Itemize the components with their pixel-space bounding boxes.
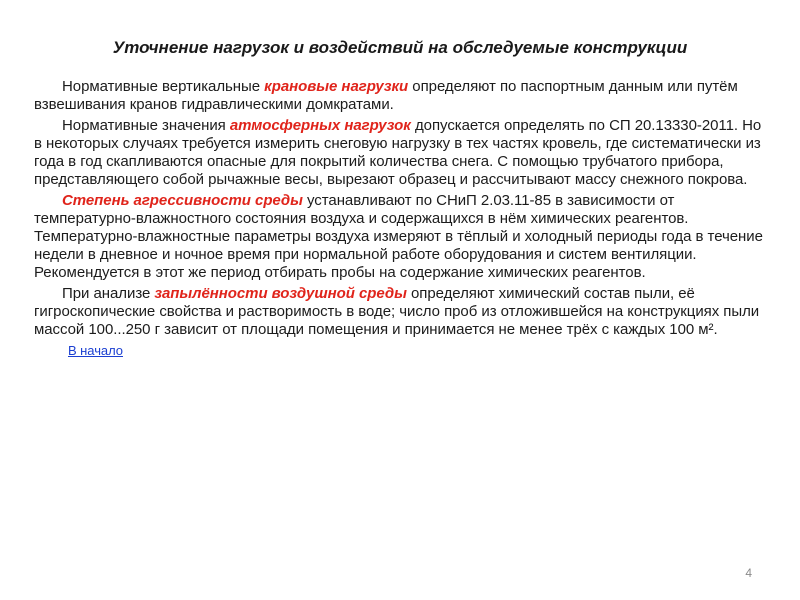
paragraph-text: При анализе [62,285,155,302]
back-to-start-link[interactable]: В начало [68,343,123,358]
paragraph-text: устанавливают по СНиП 2.03.11-85 в зависимости от температурно-влажностного состояния воздуха и содержащихся в нём химических реагентов. Температурно-влажностные параметры воздуха измеряют в тёплый и холодный периоды года в течение недели в дневное и ночное время при нормальной работе оборудования и систем вентиляции. Рекомендуется в этот же период отбирать пробы на содержание химических реагентов. [34,192,763,281]
slide-body [34,78,772,360]
back-link-row [34,342,772,360]
highlight-atmospheric-loads: атмосферных нагрузок [229,117,411,134]
highlight-aggressiveness: Степень агрессивности среды [62,192,303,209]
paragraph-text: Нормативные вертикальные [62,78,265,95]
paragraph-crane-loads [34,78,772,114]
paragraph-text: допускается определять по СП 20.13330-2011. Но в некоторых случаях требуется измерить снеговую нагрузку в тех частях кровель, где систематически из года в год скапливаются опасные для покрытий количества снега. С помощью трубчатого прибора, представляющего собой рычажные весы, вырезают образец и рассчитывают массу снежного покрова. [34,117,762,188]
paragraph-dust [34,285,772,339]
highlight-dust: запылённости воздушной среды [154,285,407,302]
paragraph-text: определяют химический состав пыли, её гигроскопические свойства и растворимость в воде; число проб из отложившейся на конструкциях пыли массой 100...250 г зависит от площади помещения и принимается не менее трёх с каждых 100 м². [34,285,760,338]
paragraph-text: определяют по паспортным данным или путём взвешивания кранов гидравлическими домкратами. [34,78,738,113]
page-number: 4 [745,566,752,580]
paragraph-aggressiveness [34,192,772,282]
slide-title: Уточнение нагрузок и воздействий на обследуемые конструкции [112,38,688,57]
paragraph-text: Нормативные значения [62,117,230,134]
paragraph-atmospheric-loads [34,117,772,189]
highlight-crane-loads: крановые нагрузки [264,78,409,95]
